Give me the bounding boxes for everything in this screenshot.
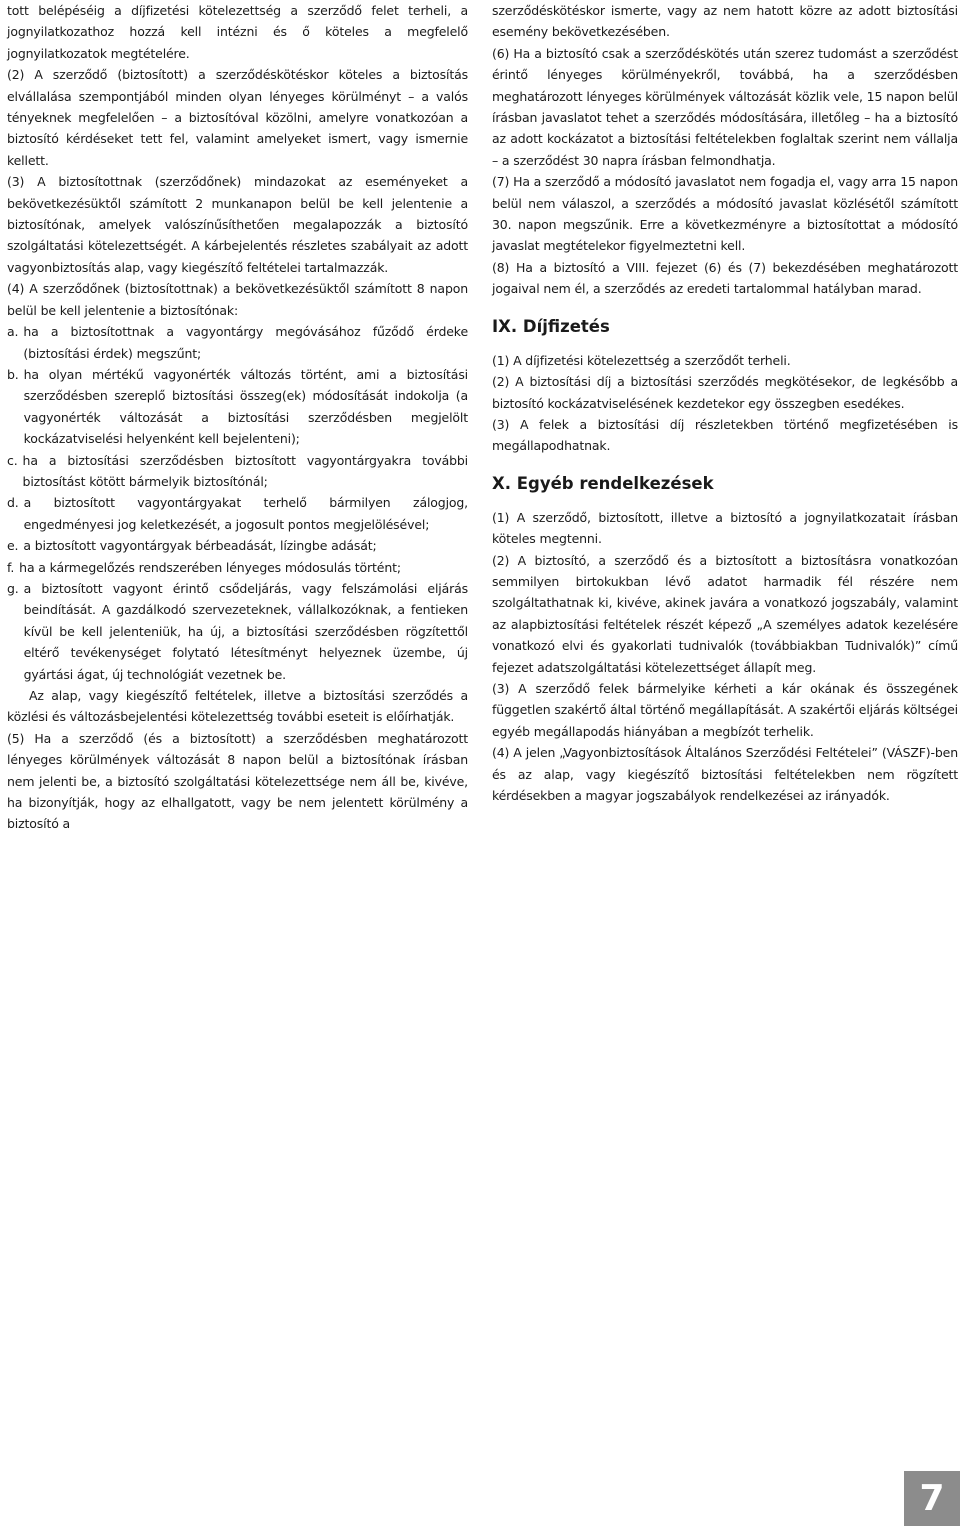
ix-paragraph-1: (1) A díjfizetési kötelezettség a szerződőt terheli. (492, 352, 791, 368)
x-paragraph-1: (1) A szerződő, biztosított, illetve a biztosító a jognyilatkozatait írásban köteles megtenni. (492, 509, 958, 547)
paragraph-4: (4) A szerződőnek (biztosítottnak) a bekövetkezésüktől számított 8 napon belül be kell jelentenie a biztosítónak: (7, 281, 468, 318)
list-text: a biztosított vagyont érintő csődeljárás, vagy felszámolási eljárás beindítását. A gazdálkodó szervezeteknek, vállalkozóknak, a fentieken kívül be kell jelenteniük, ha új, a biztosítási szerződésben rögzítettől eltérő tevékenységet folytató létesítményt helyeznek üzembe, új gyártási ágat, új technológiát vezetnek be. (23, 580, 468, 682)
right-column (492, 0, 958, 806)
list-text: ha a biztosítási szerződésben biztosított vagyontárgyakra további biztosítást kötött bármelyik biztosítónál; (22, 452, 468, 489)
paragraph-3: (3) A biztosítottnak (szerződőnek) mindazokat az eseményeket a bekövetkezésüktől számított 2 munkanapon belül be kell jelentenie a biztosítónak, amelyek valószínűsíthetően megalapozzák a biztosító szolgáltatási kötelezettségét. A kárbejelentés részletes szabályait az adott vagyonbiztosítás alap, vagy kiegészítő feltételei tartalmazzák. (7, 174, 468, 275)
list-item (7, 321, 468, 364)
paragraph-7: (7) Ha a szerződő a módosító javaslatot nem fogadja el, vagy arra 15 napon belül nem válaszol, a szerződés a módosító javaslat közlésétől számított 30. napon megszűnik. Erre a következményre a biztosítottat a módosító javaslat megtételekor figyelmeztetni kell. (492, 174, 958, 254)
page-number-box (904, 1471, 960, 1526)
list-letter: e. (7, 538, 19, 554)
left-column (7, 0, 468, 835)
paragraph-2: (2) A szerződő (biztosított) a szerződéskötéskor köteles a biztosítás elvállalása szempontjából minden olyan lényeges körülményt – a valós tényeknek megfelelően – a biztosítóval közölni, amelyre vonatkozóan a biztosító kérdéseket tett fel, valamint amelyeket ismert, vagy ismernie kellett. (7, 67, 468, 168)
indented-paragraph: Az alap, vagy kiegészítő feltételek, illetve a biztosítási szerződés a közlési és változásbejelentési kötelezettség további eseteit is előírhatják. (7, 688, 468, 725)
list-letter: g. (7, 580, 19, 596)
list-letter: f. (7, 559, 15, 575)
list-letter: c. (7, 452, 18, 468)
list-text: ha olyan mértékű vagyonérték változás történt, ami a biztosítási szerződésben szereplő biztosítási összeg(ek) módosítását indokolja (a vagyonérték változását a biztosítási szerződésben megjelölt kockázatviselési helyenként kell bejelenteni); (23, 366, 468, 447)
x-paragraph-4: (4) A jelen „Vagyonbiztosítások Általános Szerződési Feltételei” (VÁSZF)-ben és az alap, vagy kiegészítő biztosítási feltételekben nem rögzített kérdésekben a magyar jogszabályok rendelkezései az irányadók. (492, 745, 958, 803)
list-item (7, 557, 468, 578)
paragraph-5: (5) Ha a szerződő (és a biztosított) a szerződésben meghatározott lényeges körülmények változását 8 napon belül a biztosítónak írásban nem jelenti be, a biztosító szolgáltatási kötelezettsége nem áll be, kivéve, ha bizonyítják, hogy az elhallgatott, vagy be nem jelentett körülmény a biztosító a (7, 730, 468, 832)
x-paragraph-2: (2) A biztosító, a szerződő és a biztosított a biztosításra vonatkozóan semmilyen birtokukban lévő adatot harmadik fél részére nem szolgáltathatnak ki, kivéve, akinek javára a vonatkozó jogszabály, valamint az alapbiztosítási feltételek részét képező „A személyes adatok kezelésére vonatkozó elvi és gyakorlati tudnivalók (továbbiakban Tudnivalók)” című fejezet adatszolgáltatási kötelezettséget állapít meg. (492, 552, 958, 675)
intro-paragraph: tott belépéséig a díjfizetési kötelezettség a szerződő felet terheli, a jognyilatkozathoz hozzá kell intézni és ő köteles a megfelelő jognyilatkozatok megtételére. (7, 3, 468, 61)
paragraph-6: (6) Ha a biztosító csak a szerződéskötés után szerez tudomást a szerződést érintő lényeges körülményekről, továbbá, ha a szerződésben meghatározott lényeges körülmények változását közlik vele, 15 napon belül írásban javaslatot tehet a szerződés módosítására, illetőleg – ha a biztosító az adott kockázatot a biztosítási feltételekben foglaltak szerint nem vállalja – a szerződést 30 napra írásban felmondhatja. (492, 45, 958, 168)
section-heading-x: X. Egyéb rendelkezések (492, 473, 714, 493)
paragraph-8: (8) Ha a biztosító a VIII. fejezet (6) és (7) bekezdésében meghatározott jogaival nem él, a szerződés az eredeti tartalommal hatályban marad. (492, 259, 958, 297)
list-letter: a. (7, 324, 19, 340)
list-letter: d. (7, 495, 19, 511)
ix-paragraph-3: (3) A felek a biztosítási díj részletekben történő megfizetésében is megállapodhatnak. (492, 416, 958, 454)
list-text: ha a kármegelőzés rendszerében lényeges módosulás történt; (19, 559, 401, 575)
list-letter: b. (7, 366, 19, 382)
list-item (7, 492, 468, 535)
section-heading-ix: IX. Díjfizetés (492, 316, 610, 336)
page-number: 7 (919, 1477, 945, 1519)
list-item (7, 364, 468, 450)
list-text: ha a biztosítottnak a vagyontárgy megóvásához fűződő érdeke (biztosítási érdek) megszűnt; (23, 324, 468, 361)
list-item (7, 578, 468, 685)
continued-paragraph: szerződéskötéskor ismerte, vagy az nem hatott közre az adott biztosítási esemény bekövetkezésében. (492, 3, 958, 40)
x-paragraph-3: (3) A szerződő felek bármelyike kérheti a kár okának és összegének független szakértő által történő megállapítását. A szakértői eljárás költségei egyéb megállapodás hiányában a megbízót terhelik. (492, 680, 958, 739)
list-text: a biztosított vagyontárgyakat terhelő bármilyen zálogjog, engedményesi jog keletkezését, a jogosult pontos megjelölésével; (23, 495, 468, 532)
ix-paragraph-2: (2) A biztosítási díj a biztosítási szerződés megkötésekor, de legkésőbb a biztosító kockázatviselésének kezdetekor egy összegben esedékes. (492, 374, 958, 411)
list-item (7, 535, 468, 556)
list-item (7, 450, 468, 493)
list-text: a biztosított vagyontárgyak bérbeadását, lízingbe adását; (23, 538, 377, 554)
